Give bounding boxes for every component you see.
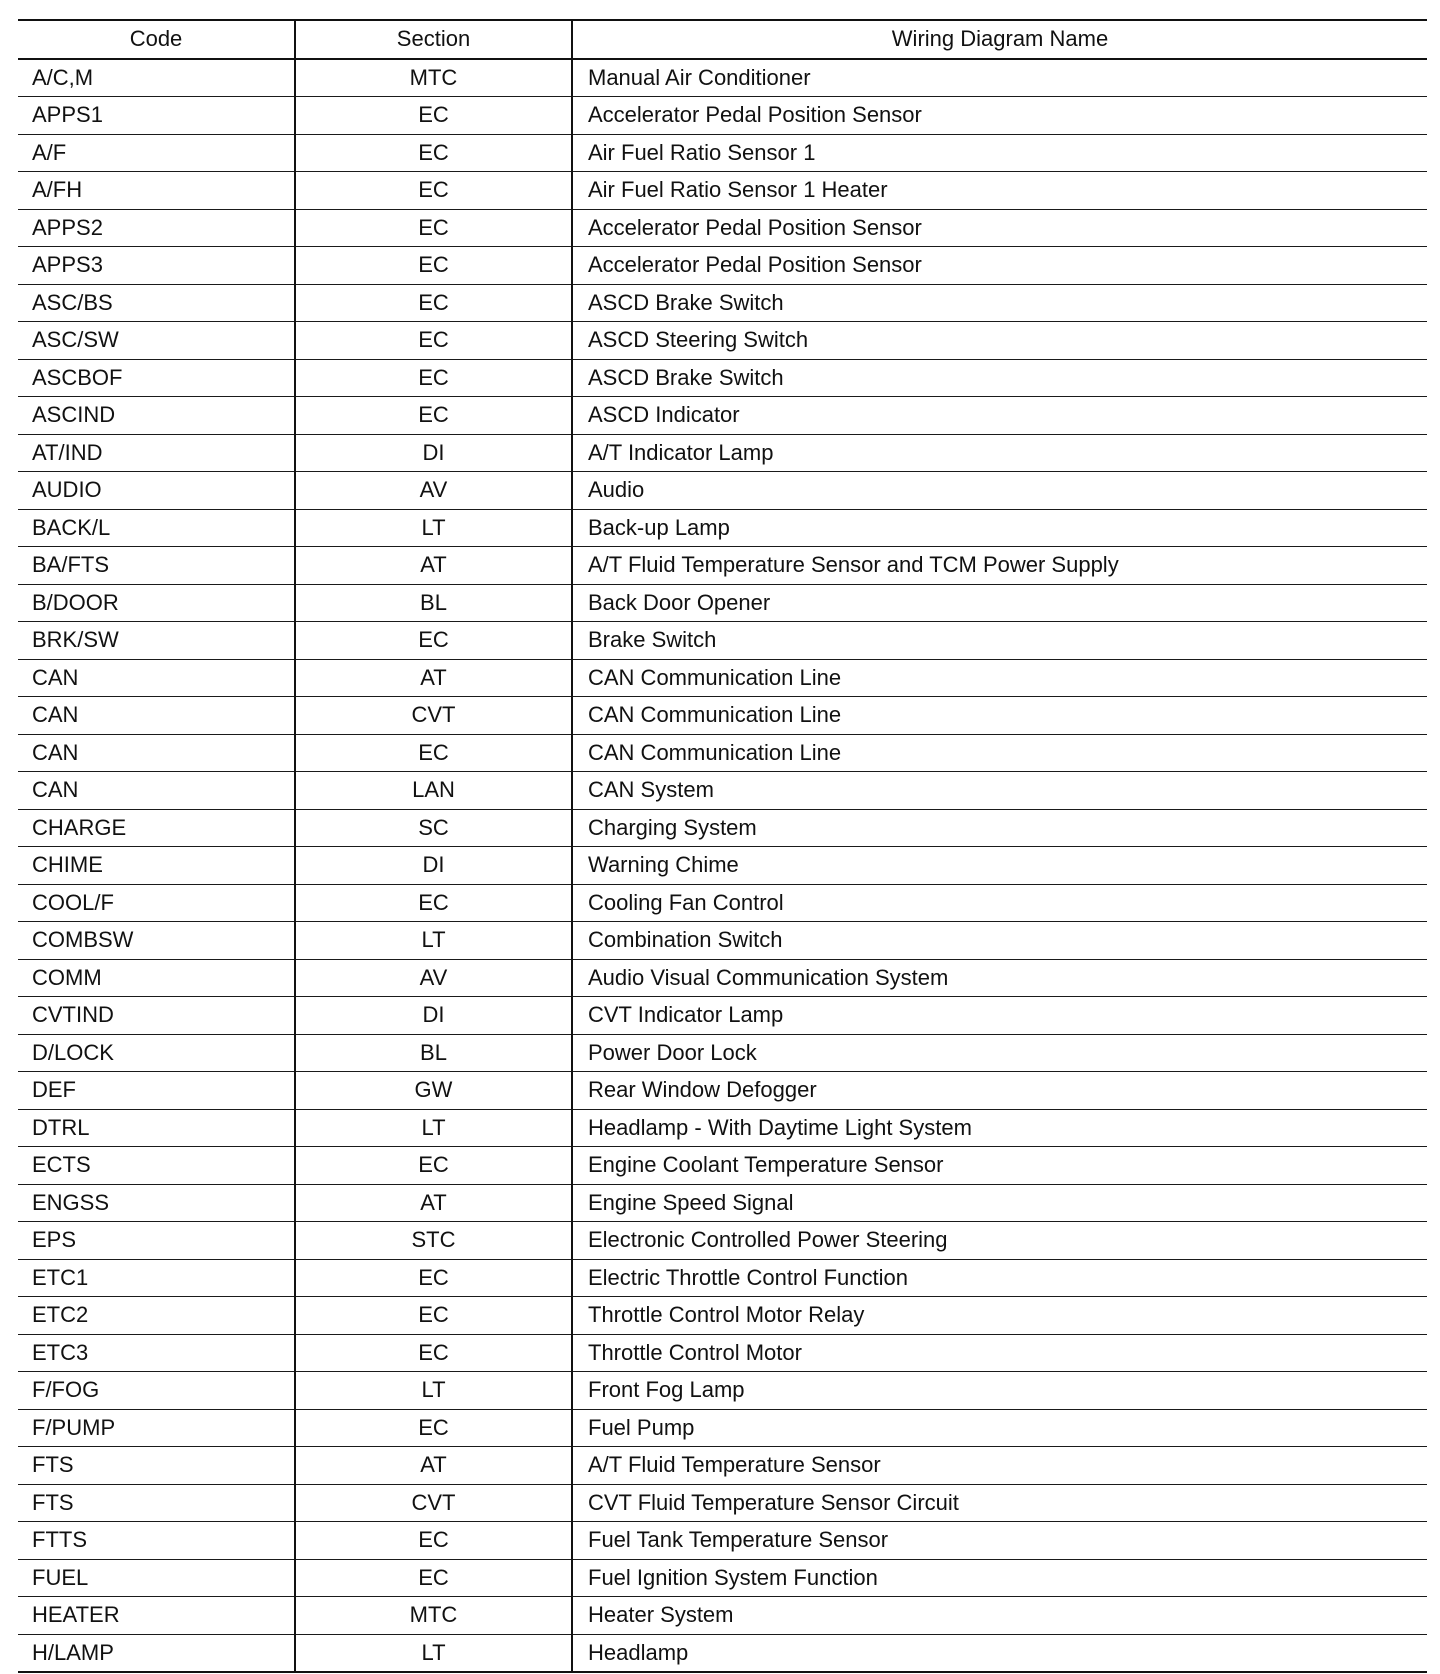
section-cell: EC — [295, 397, 572, 435]
section-cell: DI — [295, 997, 572, 1035]
table-row — [18, 1372, 1427, 1410]
wiring-diagram-name-cell: Power Door Lock — [572, 1034, 1427, 1072]
table-row — [18, 734, 1427, 772]
wiring-diagram-name-cell: ASCD Brake Switch — [572, 359, 1427, 397]
section-cell: EC — [295, 1559, 572, 1597]
code-cell: ASC/BS — [18, 284, 295, 322]
section-cell: EC — [295, 1522, 572, 1560]
section-cell: EC — [295, 622, 572, 660]
section-cell: EC — [295, 97, 572, 135]
section-cell: AT — [295, 1184, 572, 1222]
wiring-diagram-name-cell: CAN Communication Line — [572, 697, 1427, 735]
table-row — [18, 1522, 1427, 1560]
wiring-diagram-name-cell: Manual Air Conditioner — [572, 59, 1427, 97]
code-cell: CAN — [18, 659, 295, 697]
code-cell: FTTS — [18, 1522, 295, 1560]
section-cell: BL — [295, 1034, 572, 1072]
code-cell: APPS2 — [18, 209, 295, 247]
code-cell: CAN — [18, 697, 295, 735]
header-section: Section — [295, 20, 572, 59]
code-cell: DTRL — [18, 1109, 295, 1147]
table-row — [18, 359, 1427, 397]
wiring-diagram-name-cell: Headlamp — [572, 1634, 1427, 1672]
table-row — [18, 1559, 1427, 1597]
table-row — [18, 847, 1427, 885]
section-cell: LT — [295, 1634, 572, 1672]
table-row — [18, 397, 1427, 435]
section-cell: EC — [295, 1409, 572, 1447]
table-row — [18, 1072, 1427, 1110]
wiring-diagram-name-cell: Charging System — [572, 809, 1427, 847]
table-row — [18, 59, 1427, 97]
code-cell: ASC/SW — [18, 322, 295, 360]
wiring-diagram-name-cell: Headlamp - With Daytime Light System — [572, 1109, 1427, 1147]
table-row — [18, 997, 1427, 1035]
table-row — [18, 772, 1427, 810]
code-cell: CVTIND — [18, 997, 295, 1035]
section-cell: MTC — [295, 1597, 572, 1635]
table-row — [18, 97, 1427, 135]
section-cell: LT — [295, 509, 572, 547]
code-cell: ASCIND — [18, 397, 295, 435]
code-cell: B/DOOR — [18, 584, 295, 622]
wiring-diagram-name-cell: A/T Indicator Lamp — [572, 434, 1427, 472]
table-row — [18, 1409, 1427, 1447]
section-cell: EC — [295, 134, 572, 172]
wiring-diagram-name-cell: Rear Window Defogger — [572, 1072, 1427, 1110]
wiring-diagram-name-cell: Electric Throttle Control Function — [572, 1259, 1427, 1297]
wiring-diagram-name-cell: CAN Communication Line — [572, 659, 1427, 697]
table-row — [18, 1447, 1427, 1485]
table-row — [18, 809, 1427, 847]
wiring-diagram-name-cell: Cooling Fan Control — [572, 884, 1427, 922]
wiring-diagram-name-cell: Throttle Control Motor — [572, 1334, 1427, 1372]
table-row — [18, 434, 1427, 472]
code-cell: FUEL — [18, 1559, 295, 1597]
header-code: Code — [18, 20, 295, 59]
section-cell: EC — [295, 884, 572, 922]
section-cell: CVT — [295, 1484, 572, 1522]
wiring-diagram-name-cell: Back-up Lamp — [572, 509, 1427, 547]
wiring-diagram-code-table — [18, 19, 1427, 1673]
section-cell: LT — [295, 922, 572, 960]
code-cell: APPS1 — [18, 97, 295, 135]
table-row — [18, 659, 1427, 697]
wiring-diagram-name-cell: Combination Switch — [572, 922, 1427, 960]
code-cell: H/LAMP — [18, 1634, 295, 1672]
wiring-diagram-name-cell: Accelerator Pedal Position Sensor — [572, 97, 1427, 135]
wiring-diagram-name-cell: Air Fuel Ratio Sensor 1 Heater — [572, 172, 1427, 210]
wiring-diagram-name-cell: Heater System — [572, 1597, 1427, 1635]
code-cell: F/PUMP — [18, 1409, 295, 1447]
wiring-diagram-name-cell: Engine Speed Signal — [572, 1184, 1427, 1222]
table-row — [18, 1484, 1427, 1522]
table-row — [18, 284, 1427, 322]
wiring-diagram-name-cell: Audio Visual Communication System — [572, 959, 1427, 997]
table-header — [18, 20, 1427, 59]
section-cell: AV — [295, 472, 572, 510]
table-row — [18, 922, 1427, 960]
code-cell: HEATER — [18, 1597, 295, 1635]
code-cell: COMM — [18, 959, 295, 997]
wiring-diagram-name-cell: ASCD Steering Switch — [572, 322, 1427, 360]
code-cell: ETC2 — [18, 1297, 295, 1335]
table-row — [18, 472, 1427, 510]
header-wiring-diagram-name: Wiring Diagram Name — [572, 20, 1427, 59]
table-row — [18, 1147, 1427, 1185]
section-cell: EC — [295, 1147, 572, 1185]
section-cell: BL — [295, 584, 572, 622]
table-row — [18, 1634, 1427, 1672]
section-cell: CVT — [295, 697, 572, 735]
code-cell: CAN — [18, 772, 295, 810]
wiring-diagram-name-cell: CVT Fluid Temperature Sensor Circuit — [572, 1484, 1427, 1522]
section-cell: EC — [295, 247, 572, 285]
section-cell: DI — [295, 434, 572, 472]
section-cell: EC — [295, 359, 572, 397]
code-cell: ENGSS — [18, 1184, 295, 1222]
section-cell: AV — [295, 959, 572, 997]
code-cell: AT/IND — [18, 434, 295, 472]
code-cell: COOL/F — [18, 884, 295, 922]
wiring-diagram-name-cell: Accelerator Pedal Position Sensor — [572, 247, 1427, 285]
table-row — [18, 209, 1427, 247]
code-cell: EPS — [18, 1222, 295, 1260]
table-row — [18, 1109, 1427, 1147]
wiring-diagram-name-cell: A/T Fluid Temperature Sensor and TCM Power Supply — [572, 547, 1427, 585]
wiring-diagram-name-cell: Warning Chime — [572, 847, 1427, 885]
wiring-diagram-code-table-wrapper — [18, 19, 1427, 1673]
code-cell: F/FOG — [18, 1372, 295, 1410]
code-cell: CAN — [18, 734, 295, 772]
table-row — [18, 322, 1427, 360]
wiring-diagram-name-cell: Brake Switch — [572, 622, 1427, 660]
code-cell: ECTS — [18, 1147, 295, 1185]
wiring-diagram-name-cell: Electronic Controlled Power Steering — [572, 1222, 1427, 1260]
table-row — [18, 697, 1427, 735]
wiring-diagram-name-cell: CVT Indicator Lamp — [572, 997, 1427, 1035]
wiring-diagram-name-cell: Fuel Tank Temperature Sensor — [572, 1522, 1427, 1560]
section-cell: EC — [295, 284, 572, 322]
wiring-diagram-name-cell: ASCD Brake Switch — [572, 284, 1427, 322]
section-cell: AT — [295, 547, 572, 585]
code-cell: CHIME — [18, 847, 295, 885]
wiring-diagram-name-cell: Fuel Pump — [572, 1409, 1427, 1447]
code-cell: A/F — [18, 134, 295, 172]
table-row — [18, 622, 1427, 660]
code-cell: DEF — [18, 1072, 295, 1110]
table-row — [18, 134, 1427, 172]
table-row — [18, 172, 1427, 210]
wiring-diagram-name-cell: Front Fog Lamp — [572, 1372, 1427, 1410]
table-row — [18, 959, 1427, 997]
table-row — [18, 1597, 1427, 1635]
table-row — [18, 1034, 1427, 1072]
code-cell: BACK/L — [18, 509, 295, 547]
section-cell: EC — [295, 1259, 572, 1297]
code-cell: ETC3 — [18, 1334, 295, 1372]
section-cell: LT — [295, 1109, 572, 1147]
section-cell: SC — [295, 809, 572, 847]
code-cell: FTS — [18, 1484, 295, 1522]
wiring-diagram-name-cell: Back Door Opener — [572, 584, 1427, 622]
section-cell: EC — [295, 322, 572, 360]
table-row — [18, 584, 1427, 622]
code-cell: ASCBOF — [18, 359, 295, 397]
section-cell: MTC — [295, 59, 572, 97]
code-cell: FTS — [18, 1447, 295, 1485]
wiring-diagram-name-cell: Engine Coolant Temperature Sensor — [572, 1147, 1427, 1185]
section-cell: STC — [295, 1222, 572, 1260]
section-cell: LT — [295, 1372, 572, 1410]
code-cell: BA/FTS — [18, 547, 295, 585]
code-cell: AUDIO — [18, 472, 295, 510]
wiring-diagram-name-cell: CAN System — [572, 772, 1427, 810]
code-cell: APPS3 — [18, 247, 295, 285]
section-cell: GW — [295, 1072, 572, 1110]
wiring-diagram-name-cell: Air Fuel Ratio Sensor 1 — [572, 134, 1427, 172]
wiring-diagram-name-cell: Throttle Control Motor Relay — [572, 1297, 1427, 1335]
code-cell: D/LOCK — [18, 1034, 295, 1072]
code-cell: ETC1 — [18, 1259, 295, 1297]
section-cell: EC — [295, 209, 572, 247]
code-cell: CHARGE — [18, 809, 295, 847]
code-cell: A/FH — [18, 172, 295, 210]
section-cell: LAN — [295, 772, 572, 810]
code-cell: COMBSW — [18, 922, 295, 960]
table-row — [18, 1184, 1427, 1222]
section-cell: EC — [295, 734, 572, 772]
section-cell: AT — [295, 1447, 572, 1485]
section-cell: DI — [295, 847, 572, 885]
table-row — [18, 1297, 1427, 1335]
code-cell: BRK/SW — [18, 622, 295, 660]
table-row — [18, 1259, 1427, 1297]
table-row — [18, 509, 1427, 547]
code-cell: A/C,M — [18, 59, 295, 97]
table-row — [18, 1222, 1427, 1260]
section-cell: EC — [295, 1297, 572, 1335]
table-row — [18, 547, 1427, 585]
wiring-diagram-name-cell: A/T Fluid Temperature Sensor — [572, 1447, 1427, 1485]
wiring-diagram-name-cell: Audio — [572, 472, 1427, 510]
header-row — [18, 20, 1427, 59]
wiring-diagram-name-cell: CAN Communication Line — [572, 734, 1427, 772]
table-body — [18, 59, 1427, 1673]
section-cell: EC — [295, 1334, 572, 1372]
section-cell: EC — [295, 172, 572, 210]
wiring-diagram-name-cell: Accelerator Pedal Position Sensor — [572, 209, 1427, 247]
wiring-diagram-name-cell: ASCD Indicator — [572, 397, 1427, 435]
table-row — [18, 884, 1427, 922]
wiring-diagram-name-cell: Fuel Ignition System Function — [572, 1559, 1427, 1597]
section-cell: AT — [295, 659, 572, 697]
table-row — [18, 247, 1427, 285]
table-row — [18, 1334, 1427, 1372]
